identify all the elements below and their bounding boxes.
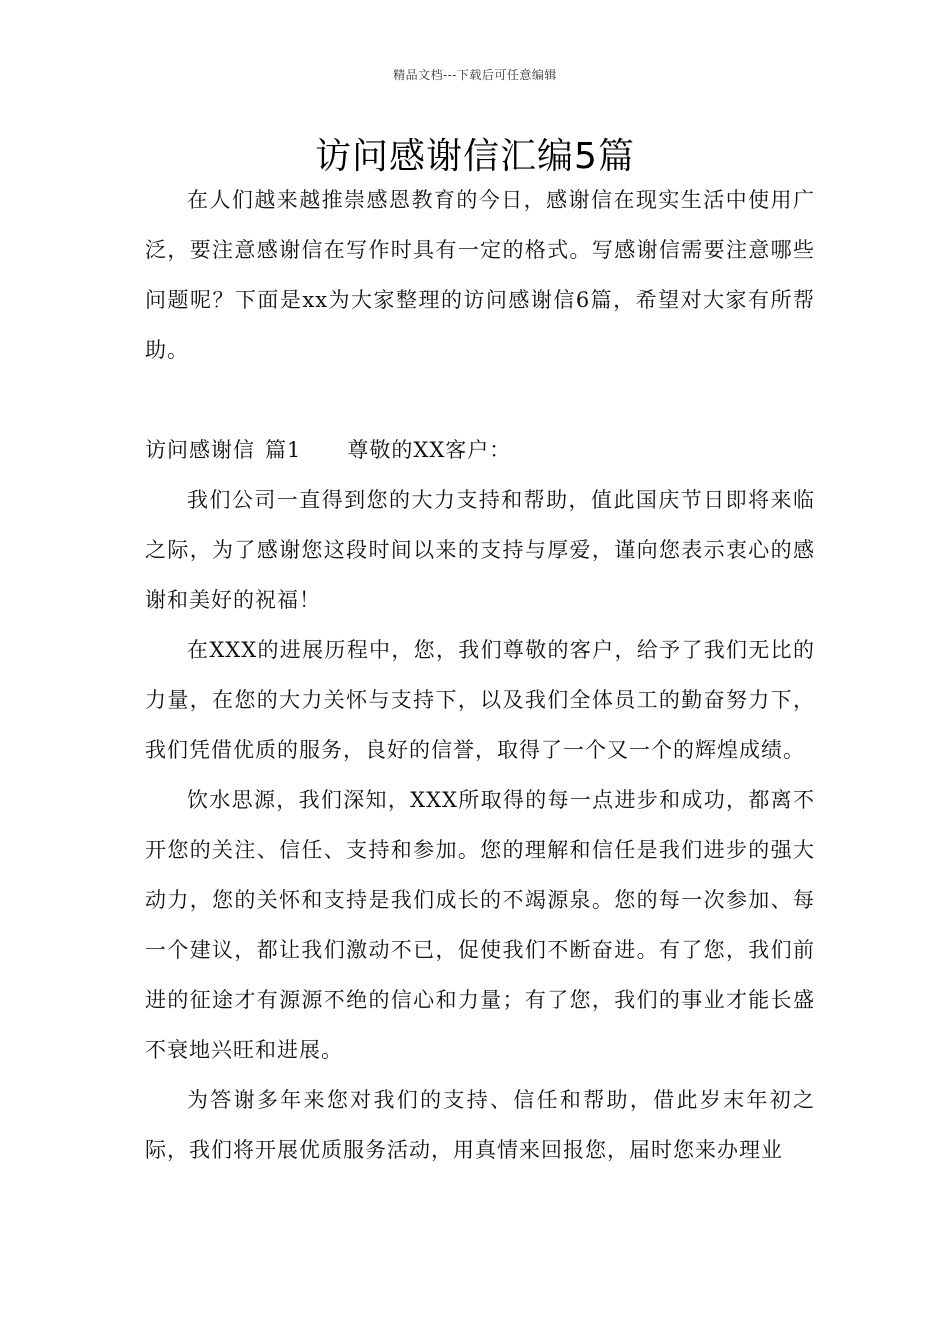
body-paragraph: 在XXX的进展历程中，您，我们尊敬的客户，给予了我们无比的力量，在您的大力关怀与支持下，以及我们全体员工的勤奋努力下，我们凭借优质的服务，良好的信誉，取得了一个又一个的辉煌成绩。 [145, 638, 815, 762]
header-note: 精品文档---下载后可任意编辑 [393, 68, 557, 82]
section-number: 篇1 [265, 438, 302, 462]
salutation: 尊敬的XX客户： [347, 438, 512, 462]
intro-paragraph: 在人们越来越推崇感恩教育的今日，感谢信在现实生活中使用广泛，要注意感谢信在写作时具有一定的格式。写感谢信需要注意哪些问题呢？下面是xx为大家整理的访问感谢信6篇，希望对大家有所帮助。 [145, 188, 815, 362]
body-paragraph: 我们公司一直得到您的大力支持和帮助，值此国庆节日即将来临之际，为了感谢您这段时间以来的支持与厚爱，谨向您表示衷心的感谢和美好的祝福！ [145, 488, 815, 612]
body-paragraph: 为答谢多年来您对我们的支持、信任和帮助，借此岁末年初之际，我们将开展优质服务活动，用真情来回报您，届时您来办理业 [145, 1088, 815, 1162]
body-paragraph: 饮水思源，我们深知，XXX所取得的每一点进步和成功，都离不开您的关注、信任、支持和参加。您的理解和信任是我们进步的强大动力，您的关怀和支持是我们成长的不竭源泉。您的每一次参加、每一个建议，都让我们激动不已，促使我们不断奋进。有了您，我们前进的征途才有源源不绝的信心和力量；有了您，我们的事业才能长盛不衰地兴旺和进展。 [145, 788, 815, 1062]
section-heading [145, 425, 815, 475]
document-title: 访问感谢信汇编5篇 [315, 136, 635, 177]
document-body [145, 175, 815, 1175]
section-title: 访问感谢信 [145, 438, 255, 462]
